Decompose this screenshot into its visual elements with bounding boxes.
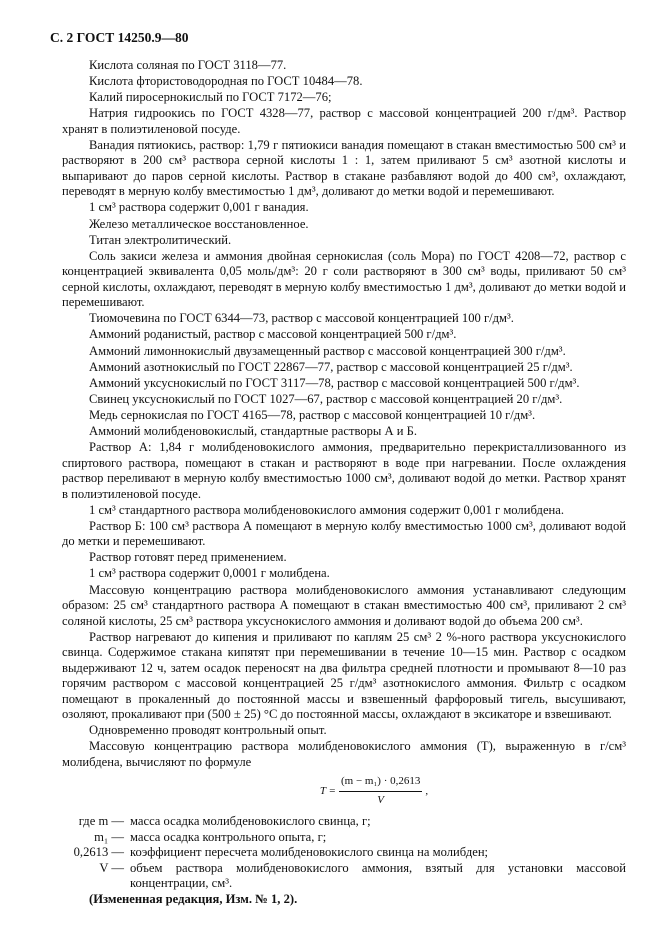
- paragraph: Раствор готовят перед применением.: [89, 550, 287, 565]
- paragraph: Калий пиросернокислый по ГОСТ 7172—76;: [89, 90, 332, 105]
- paragraph: Раствор Б: 100 см³ раствора А помещают в мерную колбу вместимостью 1000 см³, доливают водой до метки и перемешивают.: [62, 518, 626, 549]
- legend-term: m₁ —: [94, 829, 124, 844]
- paragraph: Кислота фтористоводородная по ГОСТ 10484—78.: [89, 74, 363, 89]
- paragraph: Массовую концентрацию раствора молибденовокислого аммония устанавливают следующим образом: 25 см³ стандартного раствора А помещают в стакан вместимостью 400 см³, приливают 2 см³ соляной кислоты, 25 см³ раствора уксуснокислого аммония и доливают водой до объема 200 см³.: [62, 582, 626, 628]
- document-body: [62, 58, 626, 908]
- legend-desc: масса осадка контрольного опыта, г;: [130, 829, 327, 844]
- formula-trail: ,: [425, 784, 429, 797]
- formula-fraction: [339, 774, 422, 808]
- paragraph: Массовую концентрацию раствора молибденовокислого аммония (T), выраженную в г/см³ молибдена, вычисляют по формуле: [62, 739, 626, 769]
- legend-term: 0,2613 —: [73, 845, 124, 860]
- paragraph: Аммоний уксуснокислый по ГОСТ 3117—78, раствор с массовой концентрацией 500 г/дм³.: [89, 375, 580, 390]
- paragraph: Свинец уксуснокислый по ГОСТ 1027—67, раствор с массовой концентрацией 20 г/дм³.: [89, 391, 563, 406]
- paragraph: 1 см³ раствора содержит 0,0001 г молибдена.: [89, 566, 330, 581]
- legend-term: V —: [99, 860, 124, 875]
- paragraph: Соль закиси железа и аммония двойная сернокислая (соль Мора) по ГОСТ 4208—72, раствор с концентрацией эквивалента 0,05 моль/дм³: 20 г соли растворяют в 300 см³ воды, приливают 50 см³ серной кислоты, охлаждают, переводят в мерную колбу вместимостью 1 дм³, доливают до метки водой и перемешивают.: [62, 248, 626, 310]
- legend-desc: объем раствора молибденовокислого аммония, взятый для установки массовой концентрации, см³.: [130, 860, 626, 891]
- formula: [122, 774, 626, 808]
- formula-lhs: T =: [319, 784, 336, 797]
- paragraph: Железо металлическое восстановленное.: [89, 216, 309, 231]
- paragraph: Одновременно проводят контрольный опыт.: [89, 723, 327, 738]
- legend-desc: масса осадка молибденовокислого свинца, г;: [130, 814, 371, 829]
- legend-row: [62, 830, 626, 846]
- paragraph: Медь сернокислая по ГОСТ 4165—78, раствор с массовой концентрацией 10 г/дм³.: [89, 407, 536, 422]
- paragraph: Тиомочевина по ГОСТ 6344—73, раствор с массовой концентрацией 100 г/дм³.: [89, 311, 514, 326]
- legend-row: [62, 861, 626, 892]
- paragraph: Ванадия пятиокись, раствор: 1,79 г пятиокиси ванадия помещают в стакан вместимостью 500 см³ и растворяют в 200 см³ раствора серной кислоты 1 : 1, затем приливают 5 см³ азотной кислоты и выпаривают до паров серной кислоты. Раствор в стакане разбавляют водой до 400 см³, охлаждают, переводят в мерную колбу вместимостью 1 дм³, доливают до метки водой и перемешивают.: [62, 137, 626, 199]
- paragraph: Титан электролитический.: [89, 232, 232, 247]
- paragraph: Раствор нагревают до кипения и приливают по каплям 25 см³ 2 %-ного раствора уксуснокислого свинца. Содержимое стакана кипятят при перемешивании в течение 10—15 мин. Раствор с осадком выдерживают 12 ч, затем осадок переносят на два фильтра средней плотности и промывают 8—10 раз горячим раствором с массовой концентрацией 25 г/дм³ азотнокислого аммония. Фильтр с осадком помещают в прокаленный до постоянной массы и взвешенный фарфоровый тигель, высушивают, озоляют, прокаливают при (500 ± 25) °С до постоянной массы, охлаждают в эксикаторе и взвешивают.: [62, 629, 626, 722]
- paragraph: Кислота соляная по ГОСТ 3118—77.: [89, 58, 287, 72]
- paragraph: Аммоний азотнокислый по ГОСТ 22867—77, раствор с массовой концентрацией 25 г/дм³.: [89, 359, 573, 374]
- formula-denominator: V: [377, 793, 385, 806]
- formula-numerator: (m − m₁) · 0,2613: [339, 774, 422, 792]
- paragraph: Раствор А: 1,84 г молибденовокислого аммония, предварительно перекристаллизованного из спиртового раствора, помещают в стакан и растворяют в воде при нагревании. После охлаждения раствор переливают в мерную колбу вместимостью 1000 см³, доливают водой до метки. Раствор хранят в полиэтиленовой посуде.: [62, 440, 626, 501]
- paragraph: Аммоний молибденовокислый, стандартные растворы А и Б.: [89, 424, 418, 438]
- legend-term: где m —: [78, 814, 124, 829]
- legend-row: [62, 814, 626, 830]
- page-header: С. 2 ГОСТ 14250.9—80: [50, 30, 189, 45]
- paragraph: Аммоний роданистый, раствор с массовой концентрацией 500 г/дм³.: [89, 327, 457, 342]
- legend-desc: коэффициент пересчета молибденовокислого свинца на молибден;: [130, 845, 489, 860]
- paragraph: Натрия гидроокись по ГОСТ 4328—77, раствор с массовой концентрацией 200 г/дм³. Раствор хранят в полиэтиленовой посуде.: [62, 106, 626, 136]
- formula-legend: [62, 814, 626, 892]
- paragraph: Аммоний лимоннокислый двузамещенный раствор с массовой концентрацией 300 г/дм³.: [89, 343, 566, 358]
- legend-row: [62, 845, 626, 861]
- amendment-note: (Измененная редакция, Изм. № 1, 2).: [89, 891, 298, 906]
- paragraph: 1 см³ раствора содержит 0,001 г ванадия.: [89, 200, 309, 215]
- paragraph: 1 см³ стандартного раствора молибденовокислого аммония содержит 0,001 г молибдена.: [89, 502, 565, 517]
